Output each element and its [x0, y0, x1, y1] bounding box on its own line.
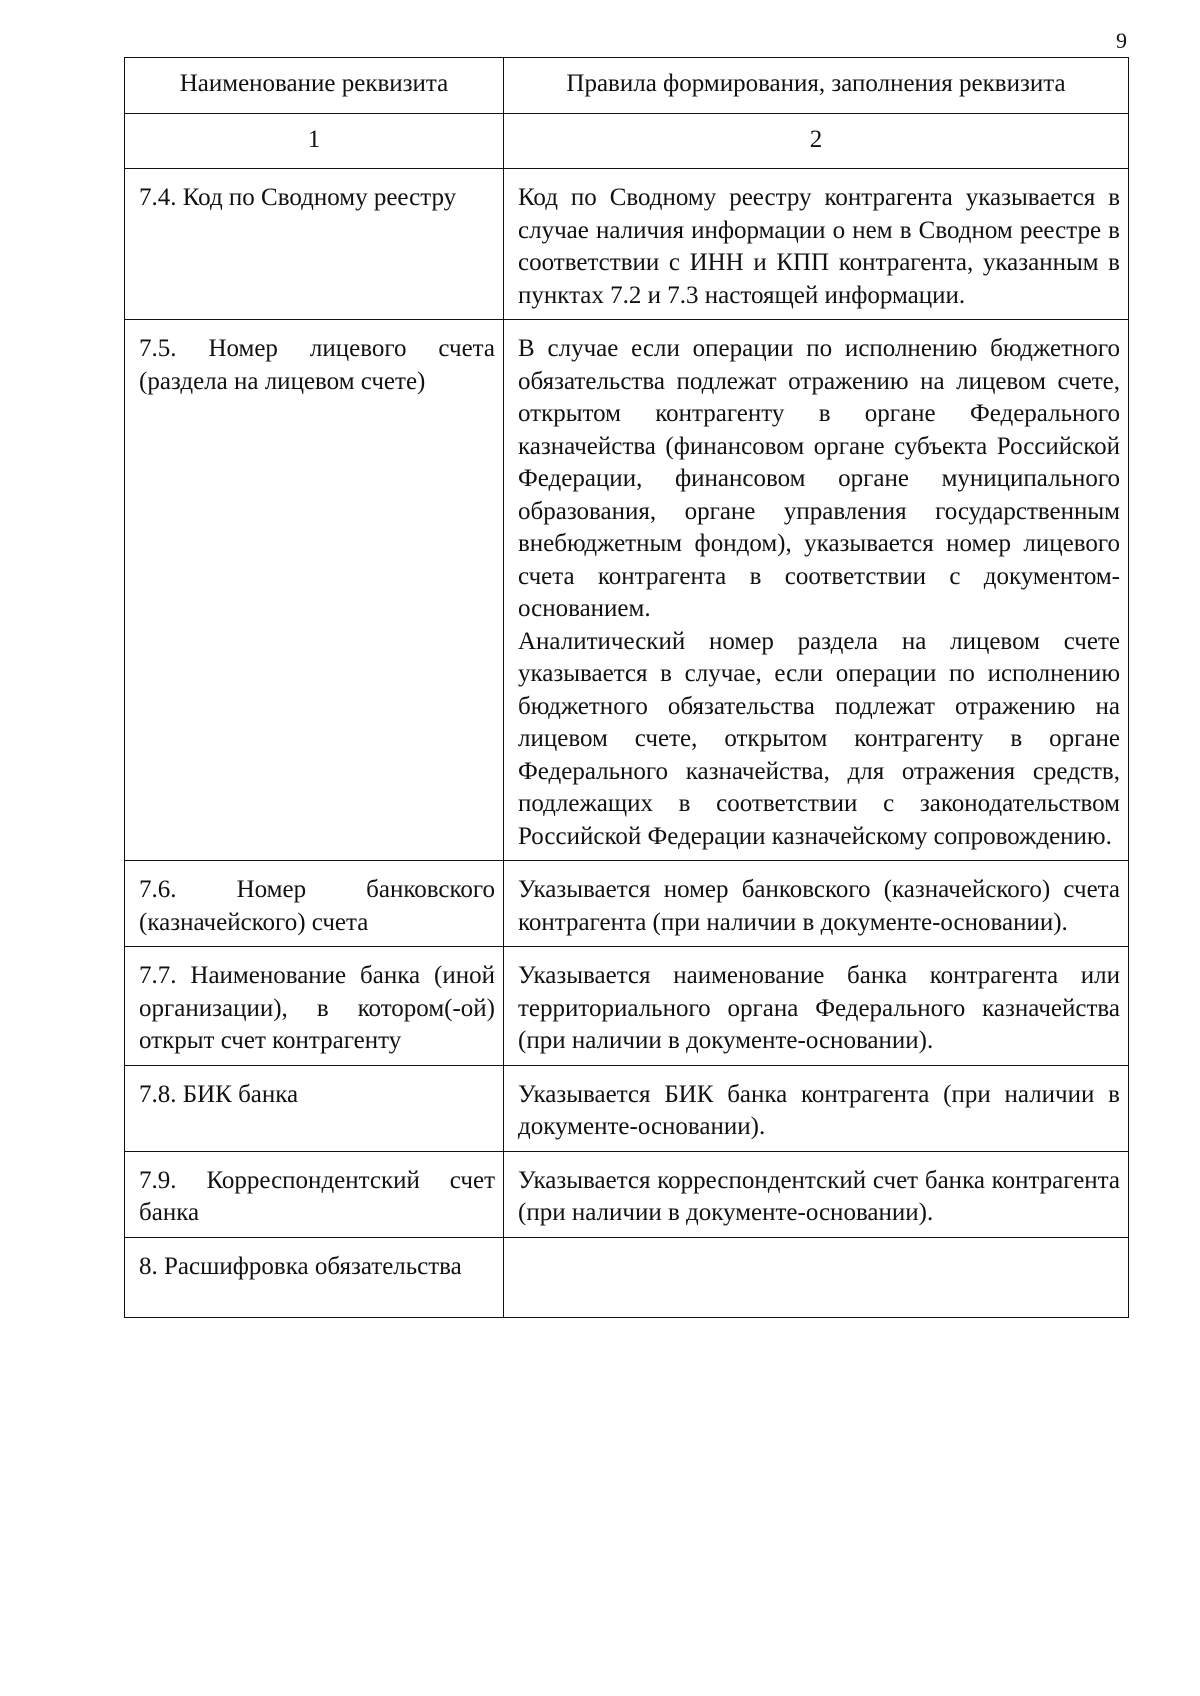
requisite-name: 7.6. Номер банковского (казначейского) счета [125, 861, 504, 947]
requisite-rules [504, 861, 1129, 947]
requisite-name: 7.5. Номер лицевого счета (раздела на лицевом счете) [125, 320, 504, 861]
requisite-name: 7.9. Корреспондентский счет банка [125, 1151, 504, 1237]
table-row [125, 1151, 1129, 1237]
requisite-rules [504, 1065, 1129, 1151]
column-number-2: 2 [504, 113, 1129, 169]
table-row [125, 320, 1129, 861]
column-number-1: 1 [125, 113, 504, 169]
rules-paragraph: Указывается номер банковского (казначейского) счета контрагента (при наличии в документе-основании). [518, 876, 1120, 936]
requisite-rules [504, 169, 1129, 320]
requisite-name: 7.8. БИК банка [125, 1065, 504, 1151]
requisite-name: 7.4. Код по Сводному реестру [125, 169, 504, 320]
table-row [125, 861, 1129, 947]
header-filling-rules: Правила формирования, заполнения реквизита [504, 58, 1129, 114]
header-row [125, 58, 1129, 114]
page-number: 9 [1116, 28, 1127, 53]
rules-paragraph: Указывается наименование банка контрагента или территориального органа Федерального казначейства (при наличии в документе-основании). [518, 962, 1120, 1054]
requisite-rules [504, 1237, 1129, 1317]
requisite-rules [504, 1151, 1129, 1237]
rules-paragraph: В случае если операции по исполнению бюджетного обязательства подлежат отражению на лицевом счете, открытом контрагенту в органе Федерального казначейства (финансовом органе субъекта Российской Федерации, финансовом органе муниципального образования, органе управления государственным внебюджетным фондом), указывается номер лицевого счета контрагента в соответствии с документом-основанием. [518, 335, 1120, 622]
rules-paragraph: Указывается корреспондентский счет банка контрагента (при наличии в документе-основании). [518, 1166, 1120, 1226]
rules-paragraph: Код по Сводному реестру контрагента указывается в случае наличия информации о нем в Сводном реестре в соответствии с ИНН и КПП контрагента, указанным в пунктах 7.2 и 7.3 настоящей информации. [518, 184, 1120, 309]
rules-paragraph: Аналитический номер раздела на лицевом счете указывается в случае, если операции по исполнению бюджетного обязательства подлежат отражению на лицевом счете, открытом контрагенту в органе Федерального казначейства, для отражения средств, подлежащих в соответствии с законодательством Российской Федерации казначейскому сопровождению. [518, 627, 1120, 850]
rules-paragraph: Указывается БИК банка контрагента (при наличии в документе-основании). [518, 1080, 1120, 1140]
requisite-rules [504, 320, 1129, 861]
table-row [125, 1065, 1129, 1151]
requisite-rules [504, 947, 1129, 1066]
table-row [125, 169, 1129, 320]
requisites-table [124, 57, 1129, 1318]
column-number-row [125, 113, 1129, 169]
header-requisite-name: Наименование реквизита [125, 58, 504, 114]
requisite-name: 7.7. Наименование банка (иной организации), в котором(-ой) открыт счет контрагенту [125, 947, 504, 1066]
table-row [125, 947, 1129, 1066]
table-row [125, 1237, 1129, 1317]
requisite-name: 8. Расшифровка обязательства [125, 1237, 504, 1317]
